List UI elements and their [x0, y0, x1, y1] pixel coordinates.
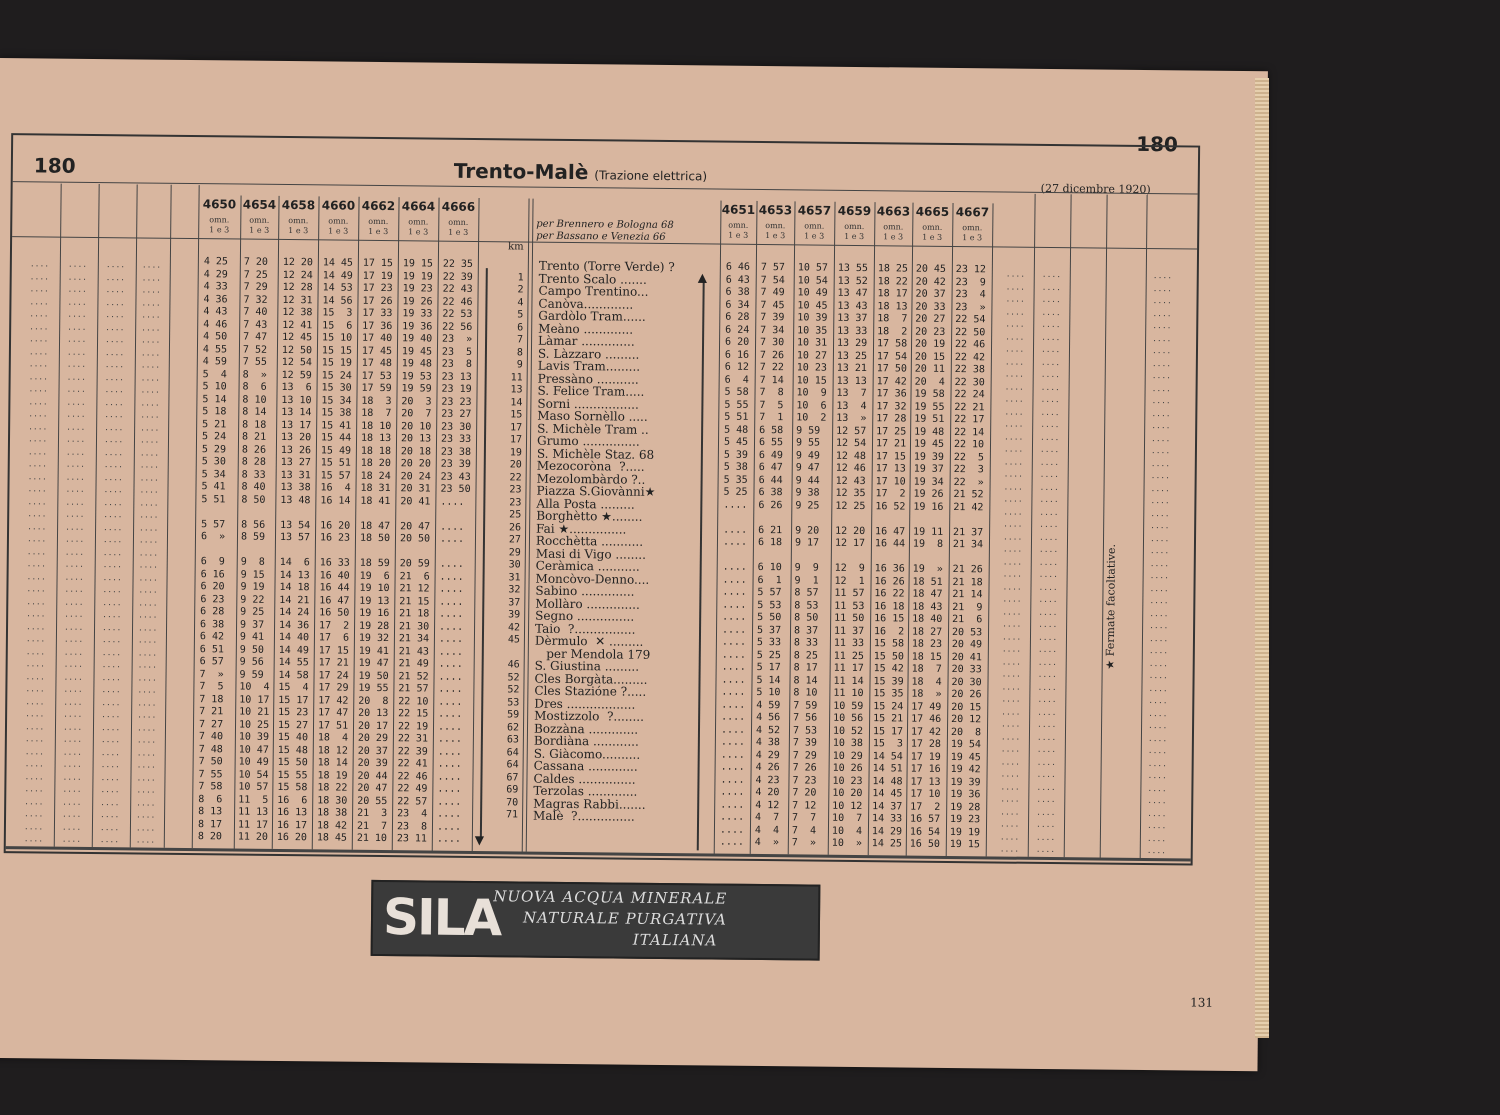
connections-note	[536, 219, 674, 244]
times-train-4666: 22 35 22 39 22 43 22 46 22 53 22 56 23 » 23 5 23 8 23 13 23 19 23 23 23 27 23 30 23 33 23 38 23 39 23 43 23 50 .... .... .... .... .... .... .... .... .... .... .... .... .... .... .... .... .... .... .... .... .... .... .... .... .... ....	[436, 258, 474, 845]
times-train-4650: 4 25 4 29 4 33 4 36 4 43 4 46 4 50 4 55 4 59 5 4 5 10 5 14 5 18 5 21 5 24 5 29 5 30 5 34 5 41 5 51 5 57 6 » 6 9 6 16 6 20 6 23 6 28 6 38 6 42 6 51 6 57 7 » 7 5 7 18 7 21 7 27 7 40 7 48 7 50 7 55 7 58 8 6 8 13 8 17 8 20	[197, 256, 229, 843]
class-label: omn.	[728, 220, 749, 230]
empty-column-dots: .... .... .... .... .... .... .... .... .... .... .... .... .... .... .... .... .... .... .... .... .... .... .... .... .... .... .... .... .... .... .... .... .... .... .... .... .... .... .... .... .... .... .... .... .... .... ....	[1035, 269, 1062, 855]
train-number: 4667	[955, 205, 990, 220]
times-train-4659: 13 55 13 52 13 47 13 43 13 37 13 33 13 29 13 25 13 21 13 13 13 7 13 4 13 » 12 57 12 54 12 48 12 46 12 43 12 35 12 25 12 20 12 17 12 9 12 1 11 57 11 53 11 50 11 37 11 33 11 25 11 17 11 14 11 10 10 59 10 56 10 52 10 38 10 29 10 26 10 23 10 20 10 12 10 7 10 4 10 »	[831, 262, 869, 850]
footer-page-number: 131	[1190, 995, 1214, 1010]
ad-line-2: NATURALE PURGATIVA	[522, 908, 728, 929]
train-number: 4657	[797, 203, 832, 218]
title-subtitle: (Trazione elettrica)	[594, 168, 708, 184]
class-label: omn.	[288, 216, 309, 226]
train-number: 4666	[441, 199, 476, 214]
train-number: 4653	[758, 202, 793, 218]
class-label: omn.	[765, 221, 786, 231]
empty-column-dots: .... .... .... .... .... .... .... .... .... .... .... .... .... .... .... .... .... .... .... .... .... .... .... .... .... .... .... .... .... .... .... .... .... .... .... .... .... .... .... .... .... .... .... .... .... .... ....	[23, 259, 50, 844]
train-number: 4664	[401, 199, 436, 214]
times-train-4653: 7 57 7 54 7 49 7 45 7 39 7 34 7 30 7 26 7 22 7 14 7 8 7 5 7 1 6 58 6 55 6 49 6 47 6 44 6 38 6 26 6 21 6 18 6 10 6 1 5 57 5 53 5 50 5 37 5 33 5 25 5 17 5 14 5 10 4 59 4 56 4 52 4 38 4 29 4 26 4 23 4 20 4 12 4 7 4 4 4 »	[754, 261, 785, 849]
class-sub: 1 e 3	[288, 226, 309, 236]
times-train-4663: 18 25 18 22 18 17 18 13 18 7 18 2 17 58 17 54 17 50 17 42 17 36 17 32 17 28 17 25 17 21 17 15 17 13 17 10 17 2 16 52 16 47 16 44 16 36 16 26 16 22 16 18 16 15 16 2 15 58 15 50 15 42 15 39 15 35 15 24 15 21 15 17 15 3 14 54 14 51 14 48 14 45 14 37 14 33 14 29 14 25	[871, 263, 909, 850]
page-stack-edge	[1255, 78, 1269, 1038]
empty-column-dots: .... .... .... .... .... .... .... .... .... .... .... .... .... .... .... .... .... .... .... .... .... .... .... .... .... .... .... .... .... .... .... .... .... .... .... .... .... .... .... .... .... .... .... .... .... .... ....	[99, 260, 126, 845]
optional-stops-note: ★ Fermate facoltative.	[1103, 543, 1118, 670]
train-number: 4658	[281, 197, 316, 213]
empty-column-dots: .... .... .... .... .... .... .... .... .... .... .... .... .... .... .... .... .... .... .... .... .... .... .... .... .... .... .... .... .... .... .... .... .... .... .... .... .... .... .... .... .... .... .... .... .... .... ....	[1146, 271, 1173, 856]
connection-bassano: per Bassano e Venezia 66	[536, 230, 666, 243]
ad-line-3: ITALIANA	[632, 930, 718, 950]
title-text: Trento-Malè	[453, 158, 589, 185]
class-sub: 1 e 3	[804, 231, 825, 241]
train-number: 4651	[721, 202, 756, 217]
page-number-right: 180	[1136, 131, 1179, 157]
class-sub: 1 e 3	[844, 231, 865, 242]
connection-brennero: per Brennero e Bologna 68	[536, 218, 674, 232]
train-number: 4662	[361, 198, 396, 214]
empty-column-dots: .... .... .... .... .... .... .... .... .... .... .... .... .... .... .... .... .... .... .... .... .... .... .... .... .... .... .... .... .... .... .... .... .... .... .... .... .... .... .... .... .... .... .... .... .... .... ....	[135, 260, 162, 845]
class-sub: 1 e 3	[368, 226, 389, 237]
class-label: omn.	[408, 217, 429, 227]
class-label: omn.	[249, 215, 270, 225]
timetable-page	[0, 58, 1268, 1071]
class-sub: 1 e 3	[249, 225, 270, 235]
class-label: omn.	[922, 222, 943, 232]
class-label: omn.	[844, 221, 865, 232]
times-train-4664: 19 15 19 19 19 23 19 26 19 33 19 36 19 40 19 45 19 48 19 53 19 59 20 3 20 7 20 10 20 13 20 18 20 20 20 24 20 31 20 41 20 47 20 50 20 59 21 6 21 12 21 15 21 18 21 30 21 34 21 43 21 49 21 52 21 57 22 10 22 15 22 19 22 31 22 39 22 41 22 46 22 49 22 57 23 4 23 8 23 11	[396, 258, 434, 845]
timetable-date: (27 dicembre 1920)	[1040, 181, 1151, 197]
class-label: omn.	[368, 216, 389, 227]
class-sub: 1 e 3	[448, 227, 469, 237]
class-sub: 1 e 3	[408, 227, 429, 237]
km-header: km	[507, 241, 524, 253]
train-number: 4654	[242, 197, 277, 212]
class-label: omn.	[804, 221, 825, 231]
down-arrow-head: ▼	[474, 833, 485, 848]
train-number: 4665	[915, 204, 950, 219]
ad-line-1: NUOVA ACQUA MINERALE	[493, 887, 728, 908]
sila-advertisement	[371, 880, 821, 961]
times-train-4662: 17 15 17 19 17 23 17 26 17 33 17 36 17 40 17 45 17 48 17 53 17 59 18 3 18 7 18 10 18 13 18 18 18 20 18 24 18 31 18 41 18 47 18 50 18 59 19 6 19 10 19 13 19 16 19 28 19 32 19 41 19 47 19 50 19 55 20 8 20 13 20 17 20 29 20 37 20 39 20 44 20 47 20 55 21 3 21 7 21 10	[356, 257, 394, 845]
class-sub: 1 e 3	[728, 230, 749, 240]
class-label: omn.	[448, 217, 469, 227]
class-label: omn.	[883, 222, 904, 232]
empty-column-dots: .... .... .... .... .... .... .... .... .... .... .... .... .... .... .... .... .... .... .... .... .... .... .... .... .... .... .... .... .... .... .... .... .... .... .... .... .... .... .... .... .... .... .... .... .... .... ....	[999, 269, 1026, 854]
train-number: 4659	[837, 203, 872, 219]
train-number: 4663	[876, 204, 911, 219]
empty-column-dots: .... .... .... .... .... .... .... .... .... .... .... .... .... .... .... .... .... .... .... .... .... .... .... .... .... .... .... .... .... .... .... .... .... .... .... .... .... .... .... .... .... .... .... .... .... .... ....	[61, 259, 88, 844]
class-sub: 1 e 3	[922, 232, 943, 242]
class-sub: 1 e 3	[962, 233, 983, 243]
train-number: 4660	[321, 198, 356, 213]
station-list: Trento (Torre Verde) ? Trento Scalo ....... Campo Trentino... Canòva............. Gardòlo Tram...... Meàno ............. Làmar .............. S. Làzzaro ......... Lavis Tram......... Pressàno ........... S. Felice Tram..... Sorni ................. Maso Sornèllo ..... S. Michèle Tram .. Grumo ............... S. Michèle Staz. 68 Mezocoròna ?..... Mezolombàrdo ?.. Piazza S.Giovànni★ Alla Posta ......... Borghètto ★........ Fai ★............... Rocchètta ........... Masi di Vigo ........ Ceràmica ........... Moncòvo-Denno.... Sabino .............. Mollàro .............. Segno ............... Taio ?................ Dèrmulo ✕ ......... per Mendola 179 S. Giustina ......... Cles Borgàta......... Cles Stazióne ?..... Dres .................. Mostizzolo ?........ Bozzàna ............. Bordiàna ............ S. Giàcomo.......... Cassana ............. Caldes ............... Terzolas ............. Magras Rabbi....... Malè ?...............	[533, 258, 675, 824]
class-label: omn.	[328, 216, 349, 226]
sila-logo: SILA	[382, 888, 501, 948]
times-train-4658: 12 20 12 24 12 28 12 31 12 38 12 41 12 45 12 50 12 54 12 59 13 6 13 10 13 14 13 17 13 20 13 26 13 27 13 31 13 38 13 48 13 54 13 57 14 6 14 13 14 18 14 21 14 24 14 36 14 40 14 49 14 55 14 58 15 4 15 17 15 23 15 27 15 40 15 48 15 50 15 55 15 58 16 6 16 13 16 17 16 20	[276, 256, 314, 844]
times-train-4660: 14 45 14 49 14 53 14 56 15 3 15 6 15 10 15 15 15 19 15 24 15 30 15 34 15 38 15 41 15 44 15 49 15 51 15 57 16 4 16 14 16 20 16 23 16 33 16 40 16 44 16 47 16 50 17 2 17 6 17 15 17 21 17 24 17 29 17 42 17 47 17 51 18 4 18 12 18 14 18 19 18 22 18 30 18 38 18 42 18 45	[316, 257, 354, 844]
page-number-left: 180	[33, 153, 76, 178]
train-number: 4650	[202, 197, 237, 212]
class-label: omn.	[209, 215, 230, 225]
class-sub: 1 e 3	[209, 225, 230, 235]
km-column: 1 2 4 5 6 7 8 9 11 13 14 15 17 17 19 20 22 23 23 25 26 27 29 30 31 32 37 39 42 45 46 52 52 53 59 62 63 64 64 67 69 70 71	[505, 259, 524, 821]
class-sub: 1 e 3	[883, 232, 904, 242]
times-train-4665: 20 45 20 42 20 37 20 33 20 27 20 23 20 19 20 15 20 11 20 4 19 58 19 55 19 51 19 48 19 45 19 39 19 37 19 34 19 26 19 16 19 11 19 8 19 » 18 51 18 47 18 43 18 40 18 27 18 23 18 15 18 7 18 4 18 » 17 49 17 46 17 42 17 28 17 19 17 16 17 13 17 10 17 2 16 57 16 54 16 50	[909, 263, 947, 850]
times-train-4657: 10 57 10 54 10 49 10 45 10 39 10 35 10 31 10 27 10 23 10 15 10 9 10 6 10 2 9 59 9 55 9 49 9 47 9 44 9 38 9 25 9 20 9 17 9 9 9 1 8 57 8 53 8 50 8 37 8 33 8 25 8 17 8 14 8 10 7 59 7 56 7 53 7 39 7 29 7 26 7 23 7 20 7 12 7 7 7 4 7 »	[791, 262, 829, 849]
up-arrow-head: ▲	[697, 270, 708, 285]
class-label: omn.	[962, 223, 983, 233]
times-train-4651: 6 46 6 43 6 38 6 34 6 28 6 24 6 20 6 16 6 12 6 4 5 58 5 55 5 51 5 48 5 45 5 39 5 38 5 35 5 25 .... .... .... .... .... .... .... .... .... .... .... .... .... .... .... .... .... .... .... .... .... .... .... .... .... ....	[719, 261, 751, 848]
class-sub: 1 e 3	[765, 231, 786, 241]
times-train-4654: 7 20 7 25 7 29 7 32 7 40 7 43 7 47 7 52 7 55 8 » 8 6 8 10 8 14 8 18 8 21 8 26 8 28 8 33 8 40 8 50 8 56 8 59 9 8 9 15 9 19 9 22 9 25 9 37 9 41 9 50 9 56 9 59 10 4 10 17 10 21 10 25 10 39 10 47 10 49 10 54 10 57 11 5 11 13 11 17 11 20	[237, 256, 270, 843]
times-train-4667: 23 12 23 9 23 4 23 » 22 54 22 50 22 46 22 42 22 38 22 30 22 24 22 21 22 17 22 14 22 10 22 5 22 3 22 » 21 52 21 42 21 37 21 34 21 26 21 18 21 14 21 9 21 6 20 53 20 49 20 41 20 33 20 30 20 26 20 15 20 12 20 8 19 54 19 45 19 42 19 39 19 36 19 28 19 23 19 19 19 15	[949, 264, 987, 851]
class-sub: 1 e 3	[328, 226, 349, 236]
